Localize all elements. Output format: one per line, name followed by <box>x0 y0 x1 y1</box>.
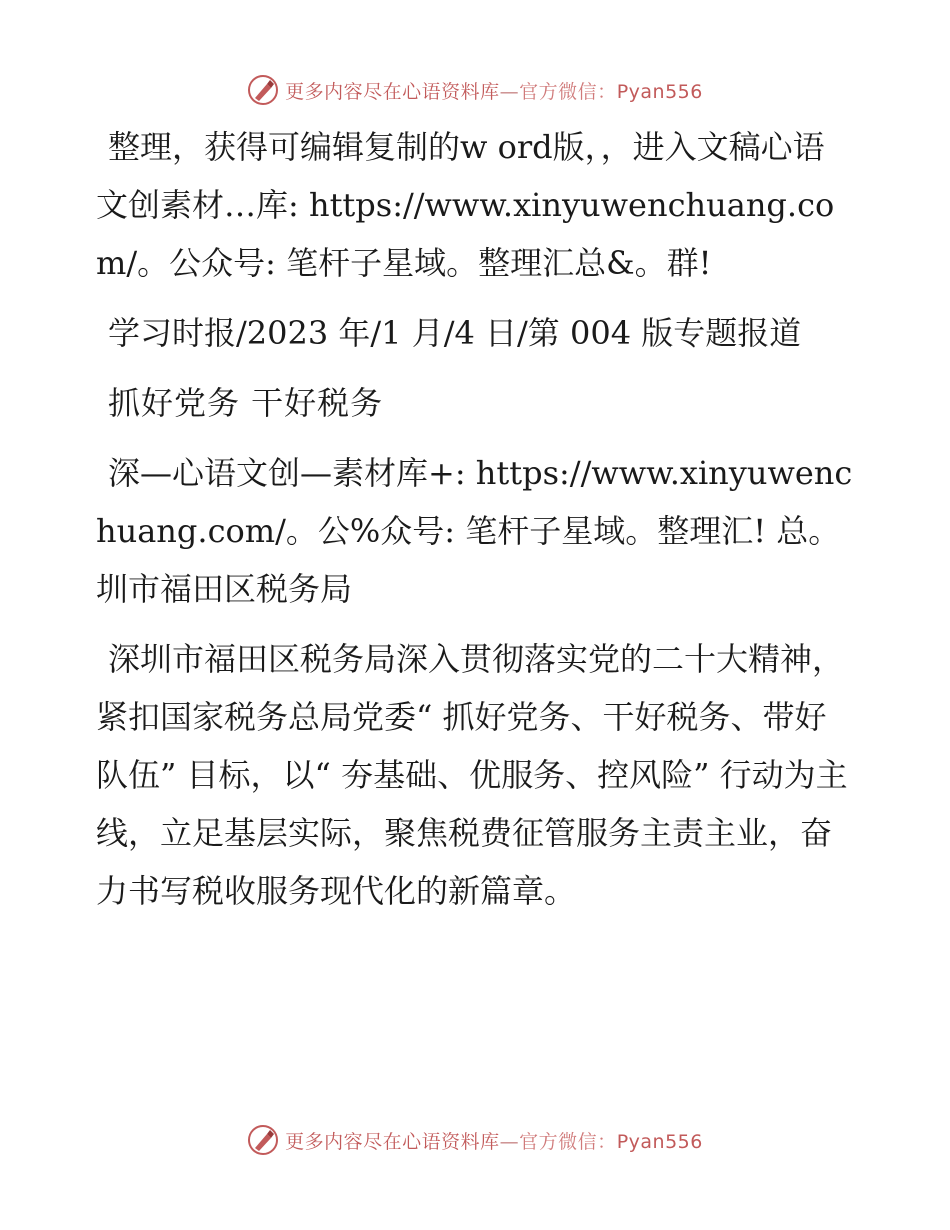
footer-banner <box>0 1120 950 1160</box>
document-body <box>96 118 856 932</box>
banner-dash: — <box>499 80 520 103</box>
intro-paragraph: 整理，获得可编辑复制的w ord版，，进入文稿心语文创素材…库: https://www.xinyuwenchuang.com/。公众号: 笔杆子星域。整理汇总&。群! <box>96 128 835 282</box>
banner-text <box>285 1127 703 1154</box>
pen-logo-icon <box>247 1124 279 1156</box>
banner-wechat-label: 官方微信： <box>519 1130 617 1153</box>
pen-logo-icon <box>247 74 279 106</box>
banner-wechat-label: 官方微信： <box>519 80 617 103</box>
header-banner <box>0 70 950 110</box>
banner-wechat-id: Pyan556 <box>616 1130 703 1153</box>
source-line: 学习时报/2023 年/1 月/4 日/第 004 版专题报道 <box>108 314 802 352</box>
body-paragraph: 深圳市福田区税务局深入贯彻落实党的二十大精神，紧扣国家税务总局党委“ 抓好党务、干好税务、带好队伍” 目标，以“ 夯基础、优服务、控风险” 行动为主线，立足基层实际，聚焦税费征管服务主责主业，奋力书写税收服务现代化的新篇章。 <box>96 640 848 910</box>
banner-dash: — <box>499 1130 520 1153</box>
banner-main-text: 更多内容尽在心语资料库 <box>285 80 500 103</box>
author-paragraph: 深—心语文创—素材库+: https://www.xinyuwenchuang.com/。公%众号: 笔杆子星域。整理汇! 总。圳市福田区税务局 <box>96 454 853 608</box>
banner-wechat-id: Pyan556 <box>616 80 703 103</box>
article-title: 抓好党务 干好税务 <box>108 384 384 422</box>
banner-main-text: 更多内容尽在心语资料库 <box>285 1130 500 1153</box>
banner-text <box>285 77 703 104</box>
